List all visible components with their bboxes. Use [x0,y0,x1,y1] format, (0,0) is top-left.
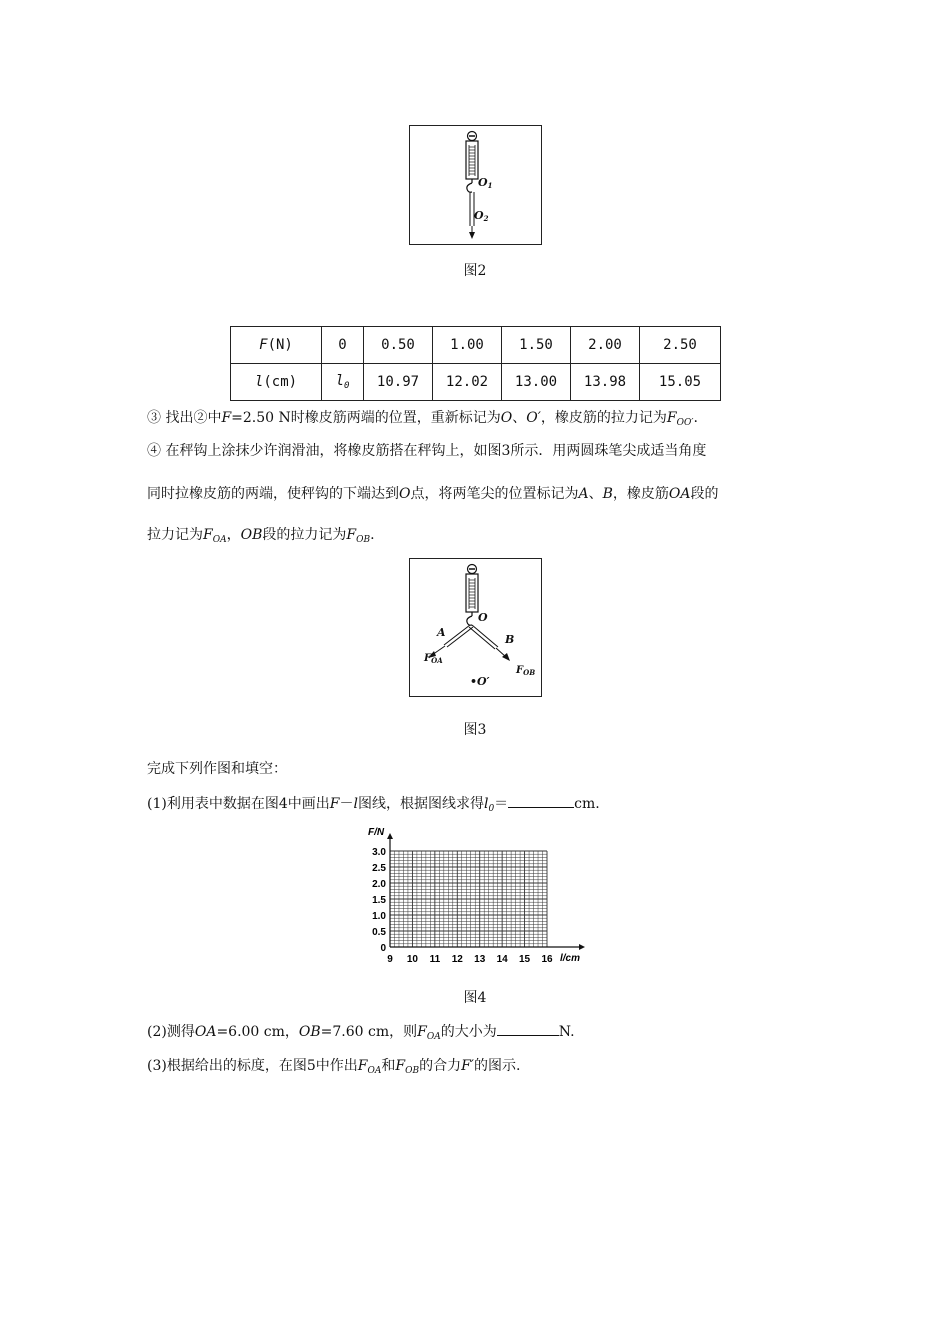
label-fob: $F_{OB}$ [516,665,536,677]
figure-3-box [409,558,542,697]
question-2: (2)测得OA=6.00 cm，OB=7.60 cm，则$F_{OA}$的大小为 N. [147,1021,575,1047]
label-a: A [437,626,446,639]
chart-x-tick-label: 13 [474,954,486,965]
chart-x-axis-arrow [579,944,585,950]
chart-y-tick-label: 2.5 [372,863,386,874]
chart-y-tick-label: 1.5 [372,895,386,906]
step-4-line-1: ④ 在秤钩上涂抹少许润滑油，将橡皮筋搭在秤钩上，如图3所示．用两圆珠笔尖成适当角度 [147,443,707,459]
answer-blank-foa[interactable] [497,1021,559,1036]
figure-4-chart [355,825,595,970]
figure-2-caption: 图2 [463,263,487,279]
chart-x-tick-label: 14 [496,954,508,965]
table-header-force: F(N) [231,327,322,364]
chart-x-tick-label: 9 [387,954,393,965]
instruction-text: 完成下列作图和填空： [147,761,287,777]
chart-y-axis-arrow [387,833,393,839]
table-cell: 2.50 [640,327,721,364]
figure-4-caption: 图4 [463,990,487,1006]
table-cell: 1.50 [502,327,571,364]
chart-y-tick-label: 0 [380,943,386,954]
chart-x-tick-label: 15 [519,954,531,965]
table-cell: 12.02 [433,364,502,401]
table-cell: 2.00 [571,327,640,364]
chart-y-tick-label: 2.0 [372,879,386,890]
question-3: (3)根据给出的标度，在图5中作出$F_{OA}$和$F_{OB}$的合力F′的图示. [147,1058,521,1076]
table-cell: 1.00 [433,327,502,364]
chart-x-tick-label: 10 [406,954,418,965]
table-cell: 10.97 [364,364,433,401]
step-3-text: ③ 找出②中F=2.50 N时橡皮筋两端的位置，重新标记为O、O′，橡皮筋的拉力记为$F_{OO'}$. [147,410,698,428]
table-cell: 13.98 [571,364,640,401]
table-cell-l0: $l_0$ [322,364,364,401]
table-header-length: l(cm) [231,364,322,401]
chart-grid [390,851,547,947]
label-foa: $F_{OA}$ [424,653,443,665]
chart-y-tick-label: 3.0 [372,847,386,858]
chart-x-tick-label: 11 [429,954,441,965]
figure-2-box [409,125,542,245]
figure-3-caption: 图3 [463,722,487,738]
chart-x-tick-label: 12 [451,954,463,965]
label-o: O [478,611,488,624]
figure-2-spring-scale-diagram [410,126,541,244]
table-cell: 0.50 [364,327,433,364]
chart-y-tick-label: 1.0 [372,911,386,922]
answer-blank-l0[interactable] [508,793,574,808]
table-cell: 13.00 [502,364,571,401]
label-b: B [505,633,515,646]
step-4-line-3: 拉力记为$F_{OA}$，OB段的拉力记为$F_{OB}$. [147,527,375,545]
chart-y-label: F/N [368,827,385,838]
table-row [231,327,721,364]
chart-y-tick-label: 0.5 [372,927,386,938]
data-table [230,326,721,401]
chart-x-label: l/cm [560,953,581,964]
label-o2: O2 [474,209,489,223]
table-row [231,364,721,401]
step-4-line-2: 同时拉橡皮筋的两端，使秤钩的下端达到O点，将两笔尖的位置标记为A、B，橡皮筋OA段的 [147,486,719,502]
chart-x-tick-label: 16 [541,954,553,965]
table-cell: 15.05 [640,364,721,401]
table-cell: 0 [322,327,364,364]
label-o-prime: •O′ [470,675,490,688]
label-o1: O1 [478,176,493,190]
question-1: (1)利用表中数据在图4中画出F－l图线，根据图线求得$l_0=$ cm. [147,793,600,819]
